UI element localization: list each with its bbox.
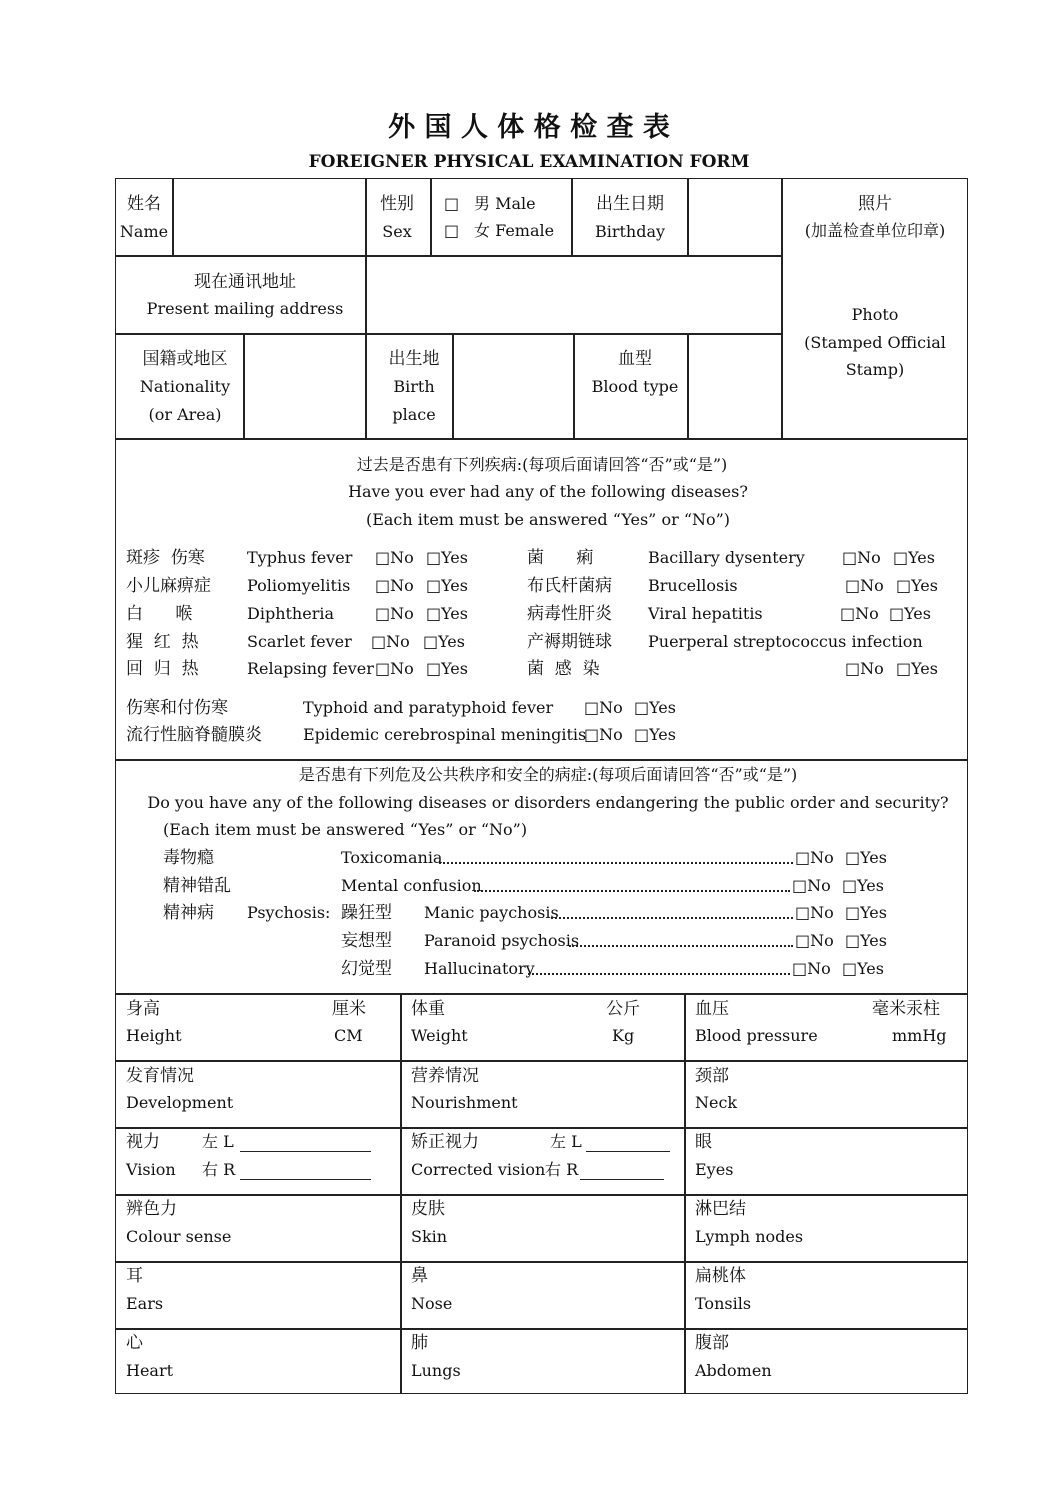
corrected-vision-label-zh: 矫正视力 [411,1132,479,1152]
birthplace-label-en: Birth [393,377,435,396]
no-checkbox[interactable] [371,634,410,650]
yes-checkbox[interactable] [426,606,468,622]
no-checkbox[interactable] [845,578,884,594]
eyes-label-zh: 眼 [695,1132,712,1152]
corrected-vision-left-label: 左 L [550,1132,582,1151]
yes-checkbox[interactable] [889,606,931,622]
blood-pressure-label-en: Blood pressure [695,1026,818,1045]
blood-type-field[interactable] [692,340,776,432]
dot-leader [439,862,793,864]
no-label: No [390,659,414,678]
weight-unit-zh: 公斤 [606,999,640,1019]
yes-label: Yes [438,632,465,651]
yes-checkbox[interactable] [634,700,676,716]
male-label: 男 Male [474,194,536,213]
abdomen-label-zh: 腹部 [695,1333,729,1353]
check-box[interactable]: □ [634,698,650,717]
yes-label: Yes [911,659,938,678]
disorders-heading-en2: (Each item must be answered “Yes” or “No”) [163,820,528,839]
no-checkbox[interactable] [375,661,414,677]
vision-label-en: Vision [126,1160,176,1179]
no-label: No [860,576,884,595]
blood-pressure-unit-en: mmHg [892,1026,947,1045]
check-box[interactable]: □ [375,659,391,678]
name-label-zh: 姓名 [127,194,161,214]
lymph-nodes-label-zh: 淋巴结 [695,1199,746,1219]
disorder-label-en: Mental confusion [341,876,482,895]
height-label-zh: 身高 [126,999,160,1019]
address-field[interactable] [372,262,776,328]
disease-label-zh: 布氏杆菌病 [527,576,612,596]
yes-label: Yes [911,576,938,595]
past-heading-en2: (Each item must be answered “Yes” or “No”) [365,510,731,529]
yes-checkbox[interactable] [845,905,887,921]
abdomen-label-en: Abdomen [695,1361,772,1380]
birthday-label-zh: 出生日期 [596,194,664,214]
photo-label-en: Photo [851,305,899,324]
no-checkbox[interactable] [845,661,884,677]
disease-label-en: Scarlet fever [247,632,352,651]
skin-label-en: Skin [411,1227,448,1246]
tonsils-label-zh: 扁桃体 [695,1266,746,1286]
disease-label-zh: 病毒性肝炎 [527,604,612,624]
dot-leader [474,890,790,892]
ears-label-zh: 耳 [126,1266,143,1286]
development-label-zh: 发育情况 [126,1066,194,1086]
photo-stamp-en1: (Stamped Official [804,333,946,352]
past-heading-zh: 过去是否患有下列疾病:(每项后面请回答“否”或“是”) [356,455,728,474]
check-box[interactable]: □ [375,604,391,623]
check-box[interactable]: □ [889,604,905,623]
yes-label: Yes [860,931,887,950]
disorder-label-zh: 毒物瘾 [163,848,214,868]
birthplace-label-zh: 出生地 [388,349,440,369]
disease-label-zh: 产褥期链球 [527,632,612,652]
disease-label-en: Diphtheria [247,604,334,623]
height-label-en: Height [126,1026,182,1045]
yes-label: Yes [649,725,676,744]
yes-checkbox[interactable] [842,961,884,977]
disease-label-zh: 猩 红 热 [126,632,199,652]
no-label: No [807,876,831,895]
nose-label-zh: 鼻 [411,1266,428,1286]
yes-label: Yes [441,659,468,678]
disease-label-zh: 小儿麻痹症 [126,576,211,596]
disease-label-en: Epidemic cerebrospinal meningitis [303,725,587,744]
no-checkbox[interactable] [792,878,831,894]
yes-label: Yes [904,604,931,623]
check-box[interactable]: □ [375,548,391,567]
no-label: No [390,604,414,623]
no-checkbox[interactable] [795,933,834,949]
check-box[interactable]: □ [845,931,861,950]
vision-right-field[interactable] [240,1179,371,1180]
male-checkbox[interactable]: □ [444,194,460,213]
dot-leader [528,973,790,975]
colour-sense-label-en: Colour sense [126,1227,232,1246]
disease-label-en: Typhoid and paratyphoid fever [303,698,554,717]
disease-label-zh: 白 喉 [126,604,193,624]
address-label-en: Present mailing address [146,299,344,318]
check-box[interactable]: □ [896,659,912,678]
birthplace-label-en2: place [392,405,436,424]
eyes-label-en: Eyes [695,1160,734,1179]
check-box[interactable]: □ [371,632,387,651]
height-unit-en: CM [334,1026,363,1045]
disease-label-en: Bacillary dysentery [648,548,805,567]
check-box[interactable]: □ [845,576,861,595]
weight-label-zh: 体重 [411,999,445,1019]
no-label: No [807,959,831,978]
no-label: No [810,931,834,950]
yes-checkbox[interactable] [426,550,468,566]
nourishment-label-zh: 营养情况 [411,1066,479,1086]
no-label: No [810,903,834,922]
disease-label-zh: 伤寒和付伤寒 [126,698,228,718]
nationality-field[interactable] [249,340,359,432]
disorder-sub-zh: 妄想型 [341,931,392,951]
corrected-vision-right-field[interactable] [580,1179,664,1180]
disorder-label-zh: 精神病 [163,903,214,923]
weight-label-en: Weight [411,1026,468,1045]
lymph-nodes-label-en: Lymph nodes [695,1227,804,1246]
nose-label-en: Nose [411,1294,453,1313]
no-label: No [855,604,879,623]
check-box[interactable]: □ [426,604,442,623]
disorder-sub-zh: 幻觉型 [341,959,392,979]
colour-sense-label-zh: 辨色力 [126,1199,177,1219]
check-box[interactable]: □ [792,876,808,895]
lungs-label-en: Lungs [411,1361,461,1380]
yes-checkbox[interactable] [845,850,887,866]
corrected-vision-left-field[interactable] [586,1151,670,1152]
no-label: No [857,548,881,567]
disorder-label-en: Paranoid psychosis [424,931,580,950]
vision-right-label: 右 R [202,1160,236,1179]
yes-label: Yes [860,903,887,922]
disorders-heading-en: Do you have any of the following diseases or disorders endangering the public order and security? [147,793,949,812]
disease-label-zh: 菌 感 染 [527,659,600,679]
vision-left-field[interactable] [240,1151,371,1152]
check-box[interactable]: □ [795,931,811,950]
no-checkbox[interactable] [795,850,834,866]
yes-checkbox[interactable] [896,578,938,594]
psychosis-label: Psychosis: [247,903,331,922]
disorder-sub-zh: 躁狂型 [341,903,392,923]
nationality-label-en: Nationality [139,377,231,396]
yes-label: Yes [857,876,884,895]
check-box[interactable]: □ [842,959,858,978]
neck-label-en: Neck [695,1093,738,1112]
yes-label: Yes [441,604,468,623]
page-title-zh: 外 国 人 体 格 检 查 表 [388,112,670,143]
heart-label-en: Heart [126,1361,174,1380]
photo-stamp-zh: (加盖检查单位印章) [804,221,946,240]
disease-label-en: Brucellosis [648,576,738,595]
no-checkbox[interactable] [792,961,831,977]
no-checkbox[interactable] [375,578,414,594]
disease-label-zh: 回 归 热 [126,659,199,679]
disease-label-zh: 流行性脑脊髓膜炎 [126,725,262,745]
yes-label: Yes [857,959,884,978]
check-box[interactable]: □ [792,959,808,978]
birthday-field[interactable] [692,186,776,248]
check-box[interactable]: □ [426,548,442,567]
skin-label-zh: 皮肤 [411,1199,445,1219]
check-box[interactable]: □ [845,848,861,867]
past-heading-en: Have you ever had any of the following diseases? [348,482,748,501]
disorders-heading-zh: 是否患有下列危及公共秩序和安全的病症:(每项后面请回答“否”或“是”) [298,765,798,784]
no-checkbox[interactable] [842,550,881,566]
yes-checkbox[interactable] [893,550,935,566]
address-label-zh: 现在通讯地址 [194,272,296,292]
check-box[interactable]: □ [426,576,442,595]
sex-label-en: Sex [382,222,412,241]
development-label-en: Development [126,1093,234,1112]
no-checkbox[interactable] [840,606,879,622]
no-checkbox[interactable] [584,727,623,743]
check-box[interactable]: □ [426,659,442,678]
check-box[interactable]: □ [584,725,600,744]
blood-type-label-en: Blood type [591,377,679,396]
disease-label-zh: 斑疹 伤寒 [126,548,205,568]
no-label: No [599,698,623,717]
check-box[interactable]: □ [842,876,858,895]
disease-label-en: Typhus fever [247,548,353,567]
no-label: No [390,576,414,595]
yes-checkbox[interactable] [845,933,887,949]
vision-left-label: 左 L [202,1132,234,1151]
vision-label-zh: 视力 [126,1132,160,1152]
birthday-label-en: Birthday [594,222,666,241]
nourishment-label-en: Nourishment [411,1093,518,1112]
photo-area[interactable] [786,250,962,430]
birthplace-field[interactable] [458,340,568,432]
check-box[interactable]: □ [845,659,861,678]
check-box[interactable]: □ [423,632,439,651]
disorder-label-zh: 精神错乱 [163,876,231,896]
yes-label: Yes [441,548,468,567]
name-label-en: Name [119,222,169,241]
dot-leader [551,917,793,919]
heart-label-zh: 心 [126,1333,143,1353]
photo-stamp-en2: Stamp) [845,360,905,379]
female-label: 女 Female [474,221,555,240]
check-box[interactable]: □ [795,848,811,867]
yes-checkbox[interactable] [426,578,468,594]
female-checkbox[interactable]: □ [444,221,460,240]
disease-label-en: Viral hepatitis [648,604,763,623]
nationality-label-zh: 国籍或地区 [142,349,228,369]
yes-checkbox[interactable] [634,727,676,743]
check-box[interactable]: □ [845,903,861,922]
yes-label: Yes [441,576,468,595]
yes-label: Yes [649,698,676,717]
corrected-vision-label-en: Corrected vision [411,1160,546,1179]
check-box[interactable]: □ [842,548,858,567]
disorder-label-en: Hallucinatory [424,959,535,978]
yes-checkbox[interactable] [896,661,938,677]
sex-label-zh: 性别 [380,194,414,214]
no-label: No [390,548,414,567]
check-box[interactable]: □ [893,548,909,567]
yes-checkbox[interactable] [423,634,465,650]
disease-label-en: Poliomyelitis [247,576,351,595]
check-box[interactable]: □ [795,903,811,922]
no-label: No [860,659,884,678]
check-box[interactable]: □ [375,576,391,595]
yes-checkbox[interactable] [426,661,468,677]
no-label: No [810,848,834,867]
page-title-en: FOREIGNER PHYSICAL EXAMINATION FORM [308,152,750,172]
neck-label-zh: 颈部 [695,1066,729,1086]
nationality-label-en2: (or Area) [148,405,222,424]
no-checkbox[interactable] [584,700,623,716]
check-box[interactable]: □ [584,698,600,717]
ears-label-en: Ears [126,1294,164,1313]
dot-leader [569,945,793,947]
disorder-label-en: Manic paychosis [424,903,559,922]
no-checkbox[interactable] [795,905,834,921]
lungs-label-zh: 肺 [411,1333,428,1353]
weight-unit-en: Kg [612,1026,635,1045]
photo-label-zh: 照片 [858,194,892,214]
height-unit-zh: 厘米 [332,999,366,1019]
no-checkbox[interactable] [375,606,414,622]
corrected-vision-right-label: 右 R [545,1160,579,1179]
check-box[interactable]: □ [840,604,856,623]
blood-type-label-zh: 血型 [618,349,652,369]
disorder-label-en: Toxicomania [341,848,443,867]
name-field[interactable] [182,186,360,248]
disease-label-en: Puerperal streptococcus infection [648,632,923,651]
yes-checkbox[interactable] [842,878,884,894]
check-box[interactable]: □ [634,725,650,744]
tonsils-label-en: Tonsils [695,1294,752,1313]
blood-pressure-unit-zh: 毫米汞柱 [872,999,940,1019]
blood-pressure-label-zh: 血压 [695,999,729,1019]
no-checkbox[interactable] [375,550,414,566]
no-label: No [386,632,410,651]
no-label: No [599,725,623,744]
disease-label-zh: 菌 痢 [527,548,594,568]
disease-label-en: Relapsing fever [247,659,374,678]
yes-label: Yes [860,848,887,867]
yes-label: Yes [908,548,935,567]
check-box[interactable]: □ [896,576,912,595]
